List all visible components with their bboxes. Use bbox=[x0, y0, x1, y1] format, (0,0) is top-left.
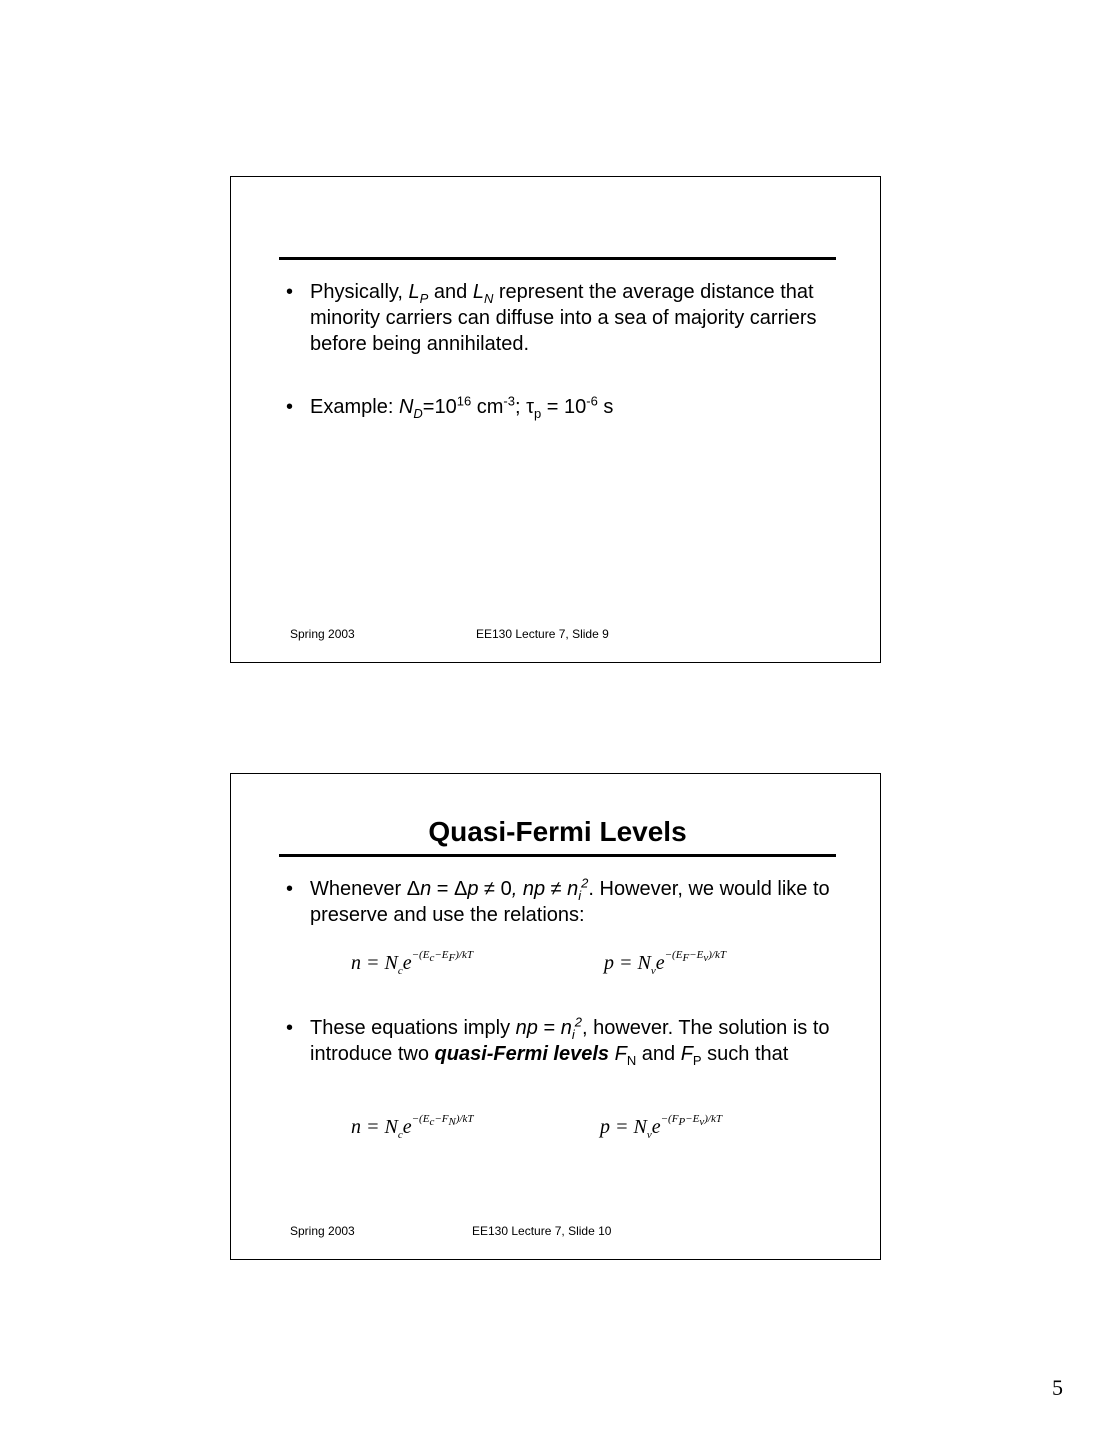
equation-n: $n = N_ce^{-(E_c-E_F)/kT}$ bbox=[351, 949, 473, 977]
footer-date: Spring 2003 bbox=[290, 627, 355, 641]
footer-date: Spring 2003 bbox=[290, 1224, 355, 1238]
equation-n-quasi: $n = N_ce^{-(E_c-F_N)/kT}$ bbox=[351, 1113, 474, 1141]
bullet-example: • Example: $N_D=10^{16}$ $cm^{-3}$; $\tau_p = 10^{-6}$ s bbox=[286, 393, 614, 421]
bullet-these-equations: • These equations imply np = $n_i^2$, however. The solution is to introduce two quasi-Fermi levels $F_N$ and $F_P$ such that bbox=[286, 1014, 830, 1068]
footer-slide-label: EE130 Lecture 7, Slide 9 bbox=[476, 627, 609, 641]
footer-slide-label: EE130 Lecture 7, Slide 10 bbox=[472, 1224, 612, 1238]
title-rule bbox=[279, 854, 836, 857]
bullet-whenever: • Whenever Δn = Δp ≠ 0, np ≠ $n_i^2$. However, we would like to preserve and use the relations: bbox=[286, 875, 830, 926]
equation-p-quasi: $p = N_ve^{-(F_P-E_v)/kT}$ bbox=[600, 1113, 722, 1141]
slide-9 bbox=[230, 176, 881, 663]
slide-title: Quasi-Fermi Levels bbox=[428, 816, 687, 847]
bullet-physically: • Physically, $L_P$ and $L_N$ represent the average distance that minority carriers can diffuse into a sea of majority carriers before being annihilated. bbox=[286, 281, 817, 355]
slide-10 bbox=[230, 773, 881, 1260]
title-rule bbox=[279, 257, 836, 260]
equation-p: $p = N_ve^{-(E_F-E_v)/kT}$ bbox=[604, 949, 726, 977]
page-number: 5 bbox=[1052, 1375, 1063, 1400]
